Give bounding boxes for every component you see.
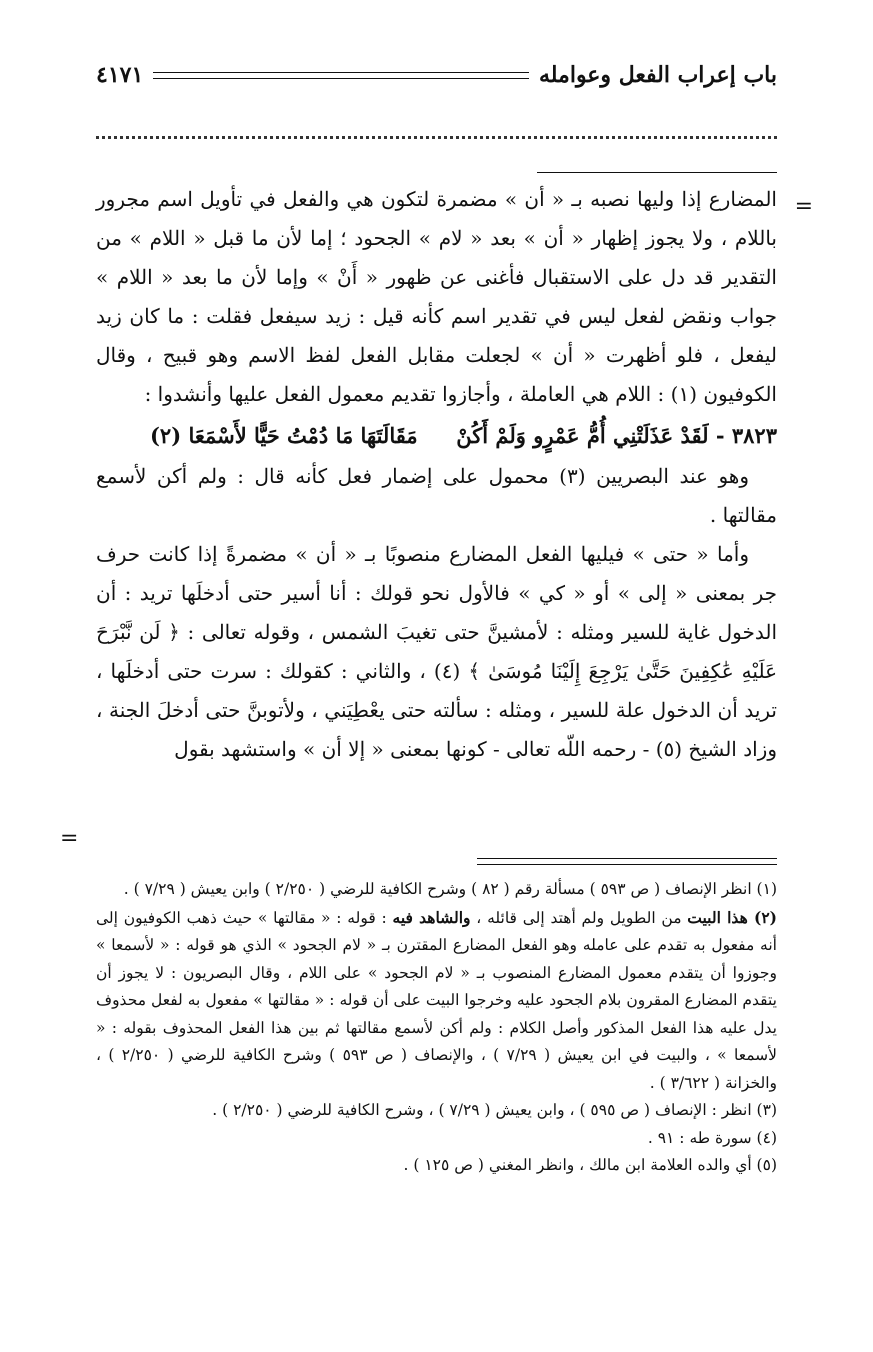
continuation-rule <box>537 172 777 173</box>
paragraph-2: وهو عند البصريين (٣) محمول على إضمار فعل كأنه قال : ولم أكن لأسمع مقالتها . <box>96 464 777 527</box>
verse-hemistich-2: مَقَالَتَهَا مَا دُمْتُ حَيًّا لأَسْمَعَا (٢) <box>149 423 418 448</box>
footnote-2-rest: : قوله : « مقالتها » حيث ذهب الكوفيون إلى أنه مفعول به تقدم على عامله وهو الفعل المضارع المقترن بـ « لام الجحود » الذي هو قوله : « لأسمعا » وجوزوا أن يتقدم معمول المضارع المنصوب بـ « لام الجحود » على اللام ، وقال البصريون : لا يجوز أن يتقدم المضارع المقرون بلام الجحود عليه وخرجوا البيت على أن قوله : « مقالتها » مفعول به لفعل محذوف يدل عليه هذا الفعل المذكور وأصل الكلام : ولم أكن لأسمع مقالتها ثم بين هذا الفعل المحذوف بقوله : « لأسمعا » ، والبيت في ابن يعيش ( ٧/٢٩ ) ، والإنصاف ( ص ٥٩٣ ) وشرح الكافية للرضي ( ٢/٢٥٠ ) ، والخزانة ( ٣/٦٢٢ ) . <box>96 908 777 1092</box>
header-double-rule <box>153 72 529 79</box>
chapter-title: باب إعراب الفعل وعوامله <box>538 62 777 88</box>
footnote-2-lead: (٢) هذا البيت <box>687 907 777 927</box>
footnote-3: (٣) انظر : الإنصاف ( ص ٥٩٥ ) ، وابن يعيش ( ٧/٢٩ ) ، وشرح الكافية للرضي ( ٢/٢٥٠ ) . <box>212 1101 777 1119</box>
continuation-mark-start: = <box>794 194 813 219</box>
footnote-2-mid: من الطويل ولم أهتد إلى قائله ، <box>470 908 688 927</box>
poetry-verse <box>96 416 777 455</box>
footnotes <box>96 876 777 1180</box>
dotted-separator <box>96 136 777 139</box>
verse-hemistich-1: ٣٨٢٣ - لَقَدْ عَذَلَتْنِي أُمُّ عَمْرٍو وَلَمْ أَكُنْ <box>456 423 777 448</box>
footnote-1: (١) انظر الإنصاف ( ص ٥٩٣ ) مسألة رقم ( ٨٢ ) وشرح الكافية للرضي ( ٢/٢٥٠ ) وابن يعيش ( ٧/٢٩ ) . <box>123 880 777 898</box>
footnote-2 <box>96 904 777 1098</box>
footnote-2-witness: والشاهد فيه <box>392 907 471 927</box>
footnote-5: (٥) أي والده العلامة ابن مالك ، وانظر المغني ( ص ١٢٥ ) . <box>403 1156 777 1174</box>
footnote-4: (٤) سورة طه : ٩١ . <box>647 1128 777 1147</box>
continuation-mark-end: = <box>60 826 79 851</box>
footnote-rule <box>477 858 777 865</box>
running-header <box>96 58 777 92</box>
paragraph-3: وأما « حتى » فيليها الفعل المضارع منصوبًا بـ « أن » مضمرةً إذا كانت حرف جر بمعنى « إلى » أو « كي » فالأول نحو قولك : أنا أسير حتى أدخلَها تريد : أن الدخول غاية للسير ومثله : لأمشينَّ حتى تغيبَ الشمس ، وقوله تعالى : ﴿ لَن نَّبْرَحَ عَلَيْهِ عَٰكِفِينَ حَتَّىٰ يَرْجِعَ إِلَيْنَا مُوسَىٰ ﴾ (٤) ، والثاني : كقولك : سرت حتى أدخلَها ، تريد أن الدخول علة للسير ، ومثله : سألته حتى يعْطِيَني ، ولأتوبنَّ حتى أدخلَ الجنة ، وزاد الشيخ (٥) - رحمه اللّه تعالى - كونها بمعنى « إلا أن » واستشهد بقول <box>96 542 778 761</box>
main-text <box>96 180 777 769</box>
page-number: ٤١٧١ <box>96 62 144 88</box>
paragraph-1: المضارع إذا وليها نصبه بـ « أن » مضمرة لتكون هي والفعل في تأويل اسم مجرور باللام ، ولا يجوز إظهار « أن » بعد « لام » الجحود ؛ إما لأن ما قبل « اللام » من التقدير قد دل على الاستقبال فأغنى عن ظهور « أَنْ » وإما لأن ما بعد « اللام » جواب ونقض لفعل ليس في تقدير اسم كأنه قيل : زيد سيفعل فقلت : ما كان زيد ليفعل ، فلو أظهرت « أن » لجعلت مقابل الفعل لفظ الاسم وهو قبيح ، وقال الكوفيون (١) : اللام هي العاملة ، وأجازوا تقديم معمول الفعل عليها وأنشدوا : <box>96 187 777 406</box>
